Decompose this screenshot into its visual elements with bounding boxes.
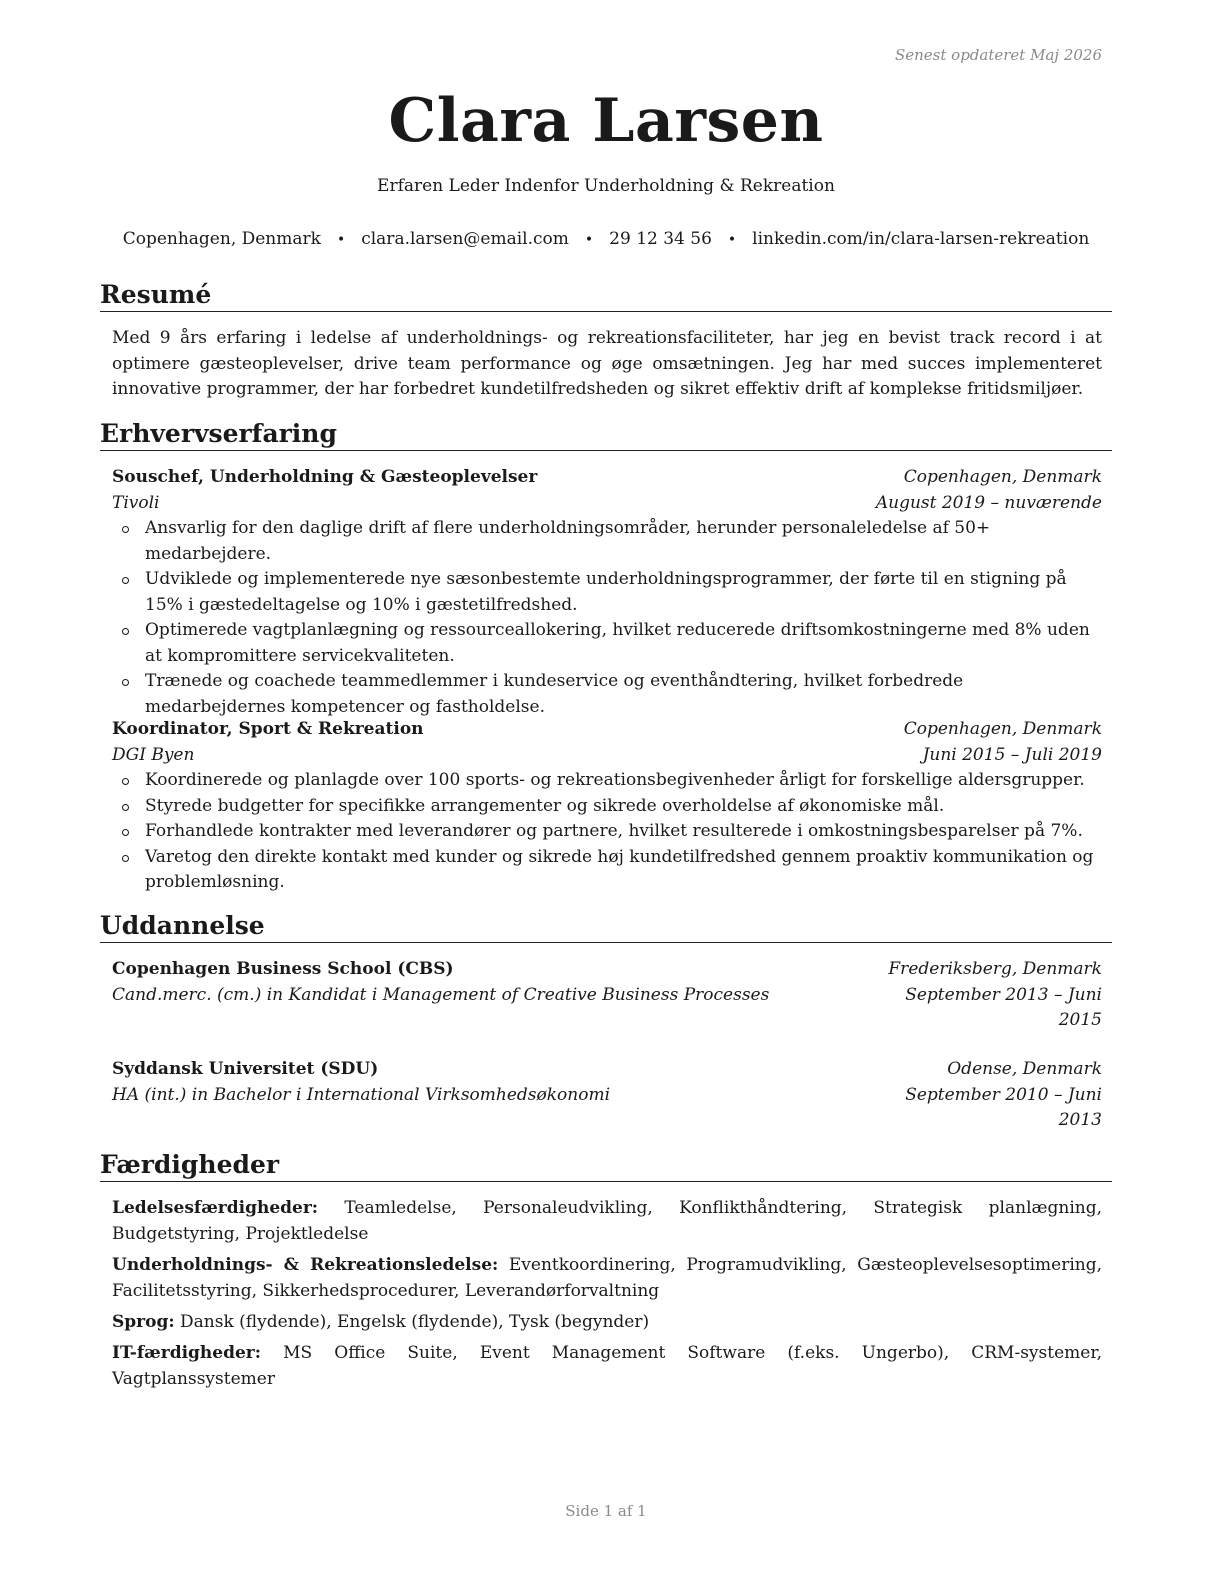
contact-linkedin[interactable]: linkedin.com/in/clara-larsen-rekreation [752, 229, 1090, 249]
education-dates: September 2010 – Juni 2013 [905, 1084, 1102, 1130]
section-title-experience: Erhvervserfaring [100, 419, 1112, 451]
skill-group [112, 1310, 1102, 1336]
last-updated: Senest opdateret Maj 2026 [894, 46, 1102, 64]
circle-bullet-icon [122, 577, 129, 584]
degree: HA (int.) in Bachelor i International Virksomhedsøkonomi [112, 1084, 611, 1105]
bullet-separator: • [727, 232, 737, 248]
skill-value: Dansk (flydende), Engelsk (flydende), Tysk (begynder) [180, 1312, 650, 1332]
school-name: Syddansk Universitet (SDU) [112, 1059, 379, 1079]
skill-group [112, 1341, 1102, 1392]
skill-value: Eventkoordinering, Programudvikling, Gæsteoplevelsesoptimering, Facilitetsstyring, Sikkerhedsprocedurer, Leverandørforvaltning [112, 1255, 1103, 1301]
job-location: Copenhagen, Denmark [903, 467, 1102, 487]
list-item: Koordinerede og planlagde over 100 sports- og rekreationsbegivenheder årligt for forskellige aldersgrupper. [112, 768, 1102, 794]
education-entry [112, 1057, 1102, 1134]
job-role: Koordinator, Sport & Rekreation [112, 719, 424, 739]
job-location: Copenhagen, Denmark [903, 719, 1102, 739]
bullet-separator: • [584, 232, 594, 248]
resume-page [100, 0, 1112, 1584]
skill-value: MS Office Suite, Event Management Software (f.eks. Ungerbo), CRM-systemer, Vagtplanssystemer [112, 1343, 1102, 1389]
circle-bullet-icon [122, 804, 129, 811]
circle-bullet-icon [122, 679, 129, 686]
school-name: Copenhagen Business School (CBS) [112, 959, 454, 979]
list-item: Forhandlede kontrakter med leverandører og partnere, hvilket resulterede i omkostningsbesparelser på 7%. [112, 819, 1102, 845]
page-number: Side 1 af 1 [565, 1502, 647, 1520]
skill-label: IT-færdigheder: [112, 1343, 262, 1363]
circle-bullet-icon [122, 829, 129, 836]
candidate-name: Clara Larsen [388, 86, 824, 156]
circle-bullet-icon [122, 628, 129, 635]
contact-email[interactable]: clara.larsen@email.com [361, 229, 569, 249]
job-bullets [112, 768, 1102, 896]
contact-phone: 29 12 34 56 [609, 229, 712, 249]
circle-bullet-icon [122, 778, 129, 785]
circle-bullet-icon [122, 855, 129, 862]
section-title-skills: Færdigheder [100, 1150, 1112, 1182]
education-entry [112, 957, 1102, 1034]
skill-label: Underholdnings- & Rekreationsledelse: [112, 1255, 499, 1275]
skill-value: Teamledelse, Personaleudvikling, Konflikthåndtering, Strategisk planlægning, Budgetstyring, Projektledelse [112, 1198, 1102, 1244]
skill-label: Sprog: [112, 1312, 175, 1332]
school-location: Odense, Denmark [947, 1059, 1102, 1079]
contact-location: Copenhagen, Denmark [122, 229, 321, 249]
school-location: Frederiksberg, Denmark [888, 959, 1102, 979]
list-item: Varetog den direkte kontakt med kunder og sikrede høj kundetilfredshed gennem proaktiv kommunikation og problemløsning. [112, 845, 1102, 896]
job-bullets [112, 516, 1102, 720]
list-item: Trænede og coachede teammedlemmer i kundeservice og eventhåndtering, hvilket forbedrede medarbejdernes kompetencer og fastholdelse. [112, 669, 1102, 720]
list-item: Optimerede vagtplanlægning og ressourceallokering, hvilket reducerede driftsomkostningerne med 8% uden at kompromittere servicekvaliteten. [112, 618, 1102, 669]
skill-group [112, 1196, 1102, 1247]
job-entry [112, 465, 1102, 720]
circle-bullet-icon [122, 526, 129, 533]
section-title-education: Uddannelse [100, 911, 1112, 943]
skill-label: Ledelsesfærdigheder: [112, 1198, 319, 1218]
bullet-separator: • [336, 232, 346, 248]
job-role: Souschef, Underholdning & Gæsteoplevelser [112, 467, 538, 487]
job-company: DGI Byen [112, 744, 195, 765]
list-item: Ansvarlig for den daglige drift af flere underholdningsområder, herunder personaleledelse af 50+ medarbejdere. [112, 516, 1102, 567]
job-entry [112, 717, 1102, 896]
degree: Cand.merc. (cm.) in Kandidat i Management of Creative Business Processes [112, 984, 770, 1005]
tagline: Erfaren Leder Indenfor Underholdning & Rekreation [377, 176, 835, 196]
education-dates: September 2013 – Juni 2015 [905, 984, 1102, 1030]
skill-group [112, 1253, 1102, 1304]
contact-line [100, 229, 1112, 249]
job-dates: Juni 2015 – Juli 2019 [922, 744, 1102, 765]
section-title-summary: Resumé [100, 280, 1112, 312]
list-item: Styrede budgetter for specifikke arrangementer og sikrede overholdelse af økonomiske mål. [112, 794, 1102, 820]
summary-text: Med 9 års erfaring i ledelse af underholdnings- og rekreationsfaciliteter, har jeg en bevist track record i at optimere gæsteoplevelser, drive team performance og øge omsætningen. Jeg har med succes implementeret innovative programmer, der har forbedret kundetilfredsheden og sikret effektiv drift af komplekse fritidsmiljøer. [112, 328, 1102, 399]
list-item: Udviklede og implementerede nye sæsonbestemte underholdningsprogrammer, der førte til en stigning på 15% i gæstedeltagelse og 10% i gæstetilfredshed. [112, 567, 1102, 618]
job-company: Tivoli [112, 492, 160, 513]
job-dates: August 2019 – nuværende [875, 492, 1102, 513]
